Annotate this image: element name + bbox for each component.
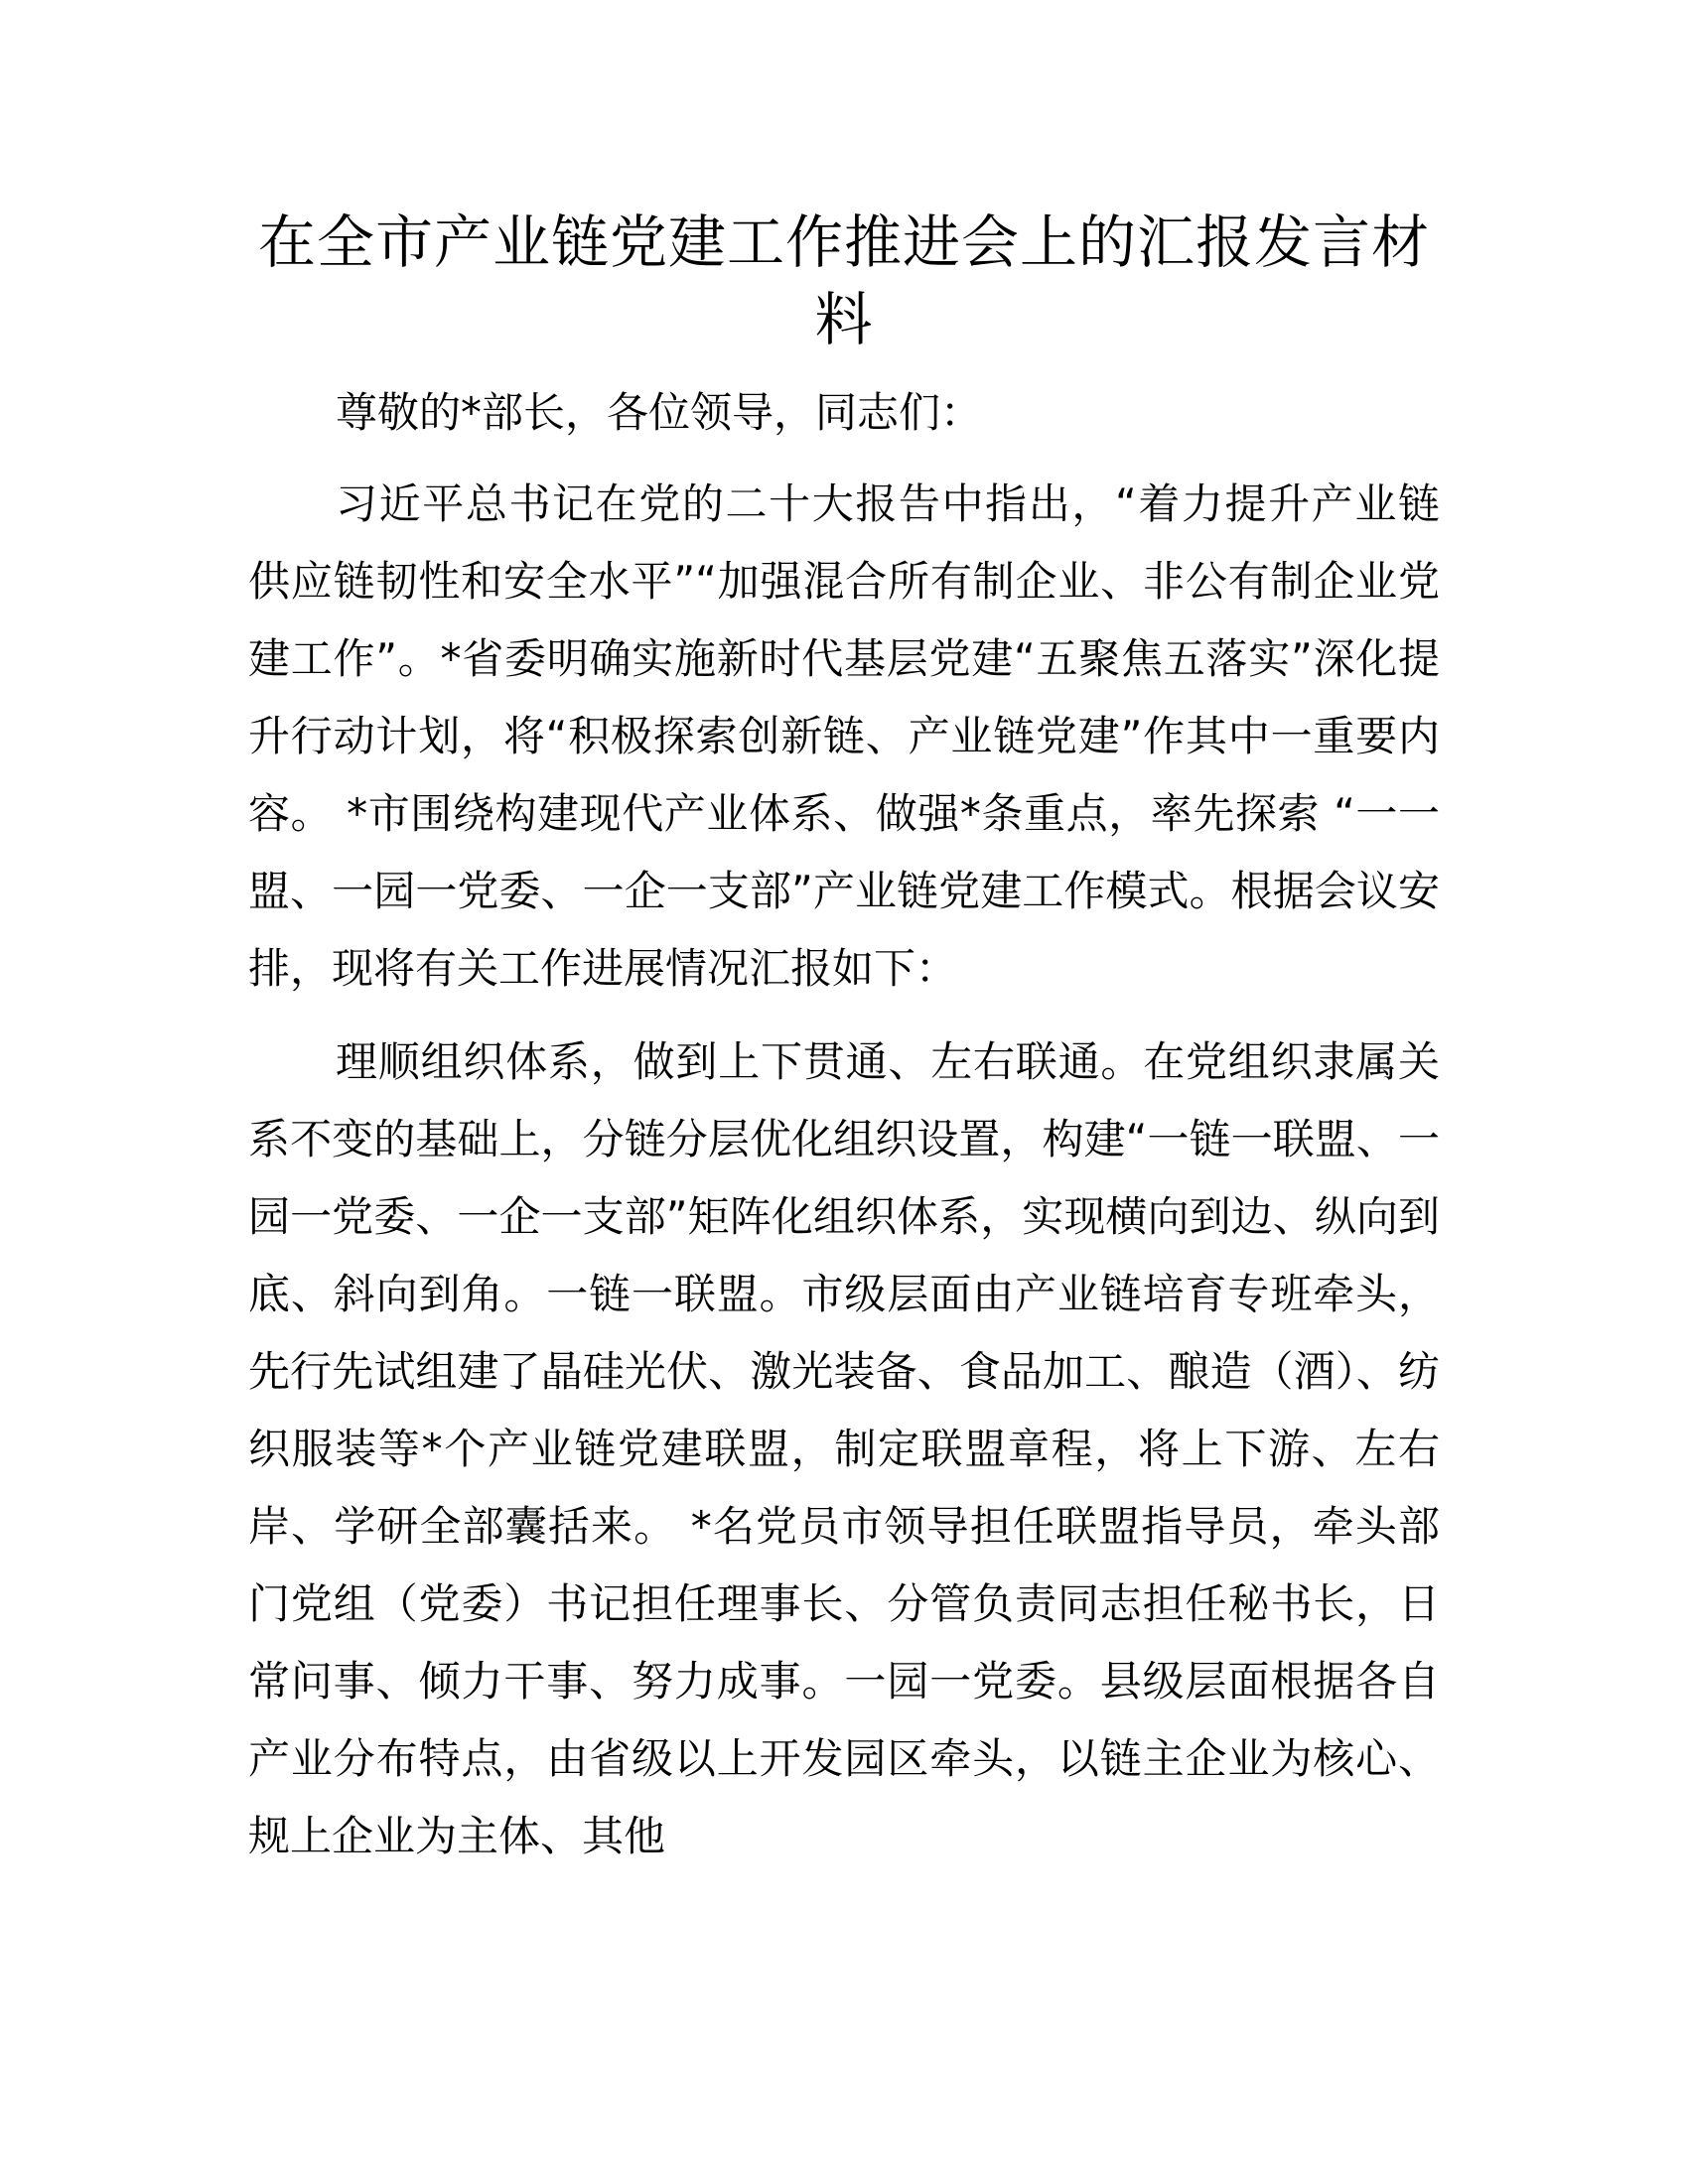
document-page bbox=[248, 204, 1440, 1875]
document-title: 在全市产业链党建工作推进会上的汇报发言材料 bbox=[258, 208, 1431, 353]
salutation: 尊敬的*部长，各位领导，同志们： bbox=[336, 388, 983, 437]
body-paragraph-1: 习近平总书记在党的二十大报告中指出，“着力提升产业链供应链韧性和安全水平”“加强混合所有制企业、非公有制企业党建工作”。*省委明确实施新时代基层党建“五聚焦五落实”深化提升行动计划，将“积极探索创新链、产业链党建”作其中一重要内容。 *市围绕构建现代产业体系、做强*条重点，率先探索 “一一盟、一园一党委、一企一支部”产业链党建工作模式。根据会议安排，现将有关工作进展情况汇报如下： bbox=[248, 479, 1440, 993]
body-paragraph-2: 理顺组织体系，做到上下贯通、左右联通。在党组织隶属关系不变的基础上，分链分层优化组织设置，构建“一链一联盟、一园一党委、一企一支部”矩阵化组织体系，实现横向到边、纵向到底、斜向到角。一链一联盟。市级层面由产业链培育专班牵头，先行先试组建了晶硅光伏、激光装备、食品加工、酿造（酒）、纺织服装等*个产业链党建联盟，制定联盟章程，将上下游、左右岸、学研全部囊括来。 *名党员市领导担任联盟指导员，牵头部门党组（党委）书记担任理事长、分管负责同志担任秘书长，日常问事、倾力干事、努力成事。一园一党委。县级层面根据各自产业分布特点，由省级以上开发园区牵头，以链主企业为核心、规上企业为主体、其他 bbox=[248, 1037, 1440, 1860]
